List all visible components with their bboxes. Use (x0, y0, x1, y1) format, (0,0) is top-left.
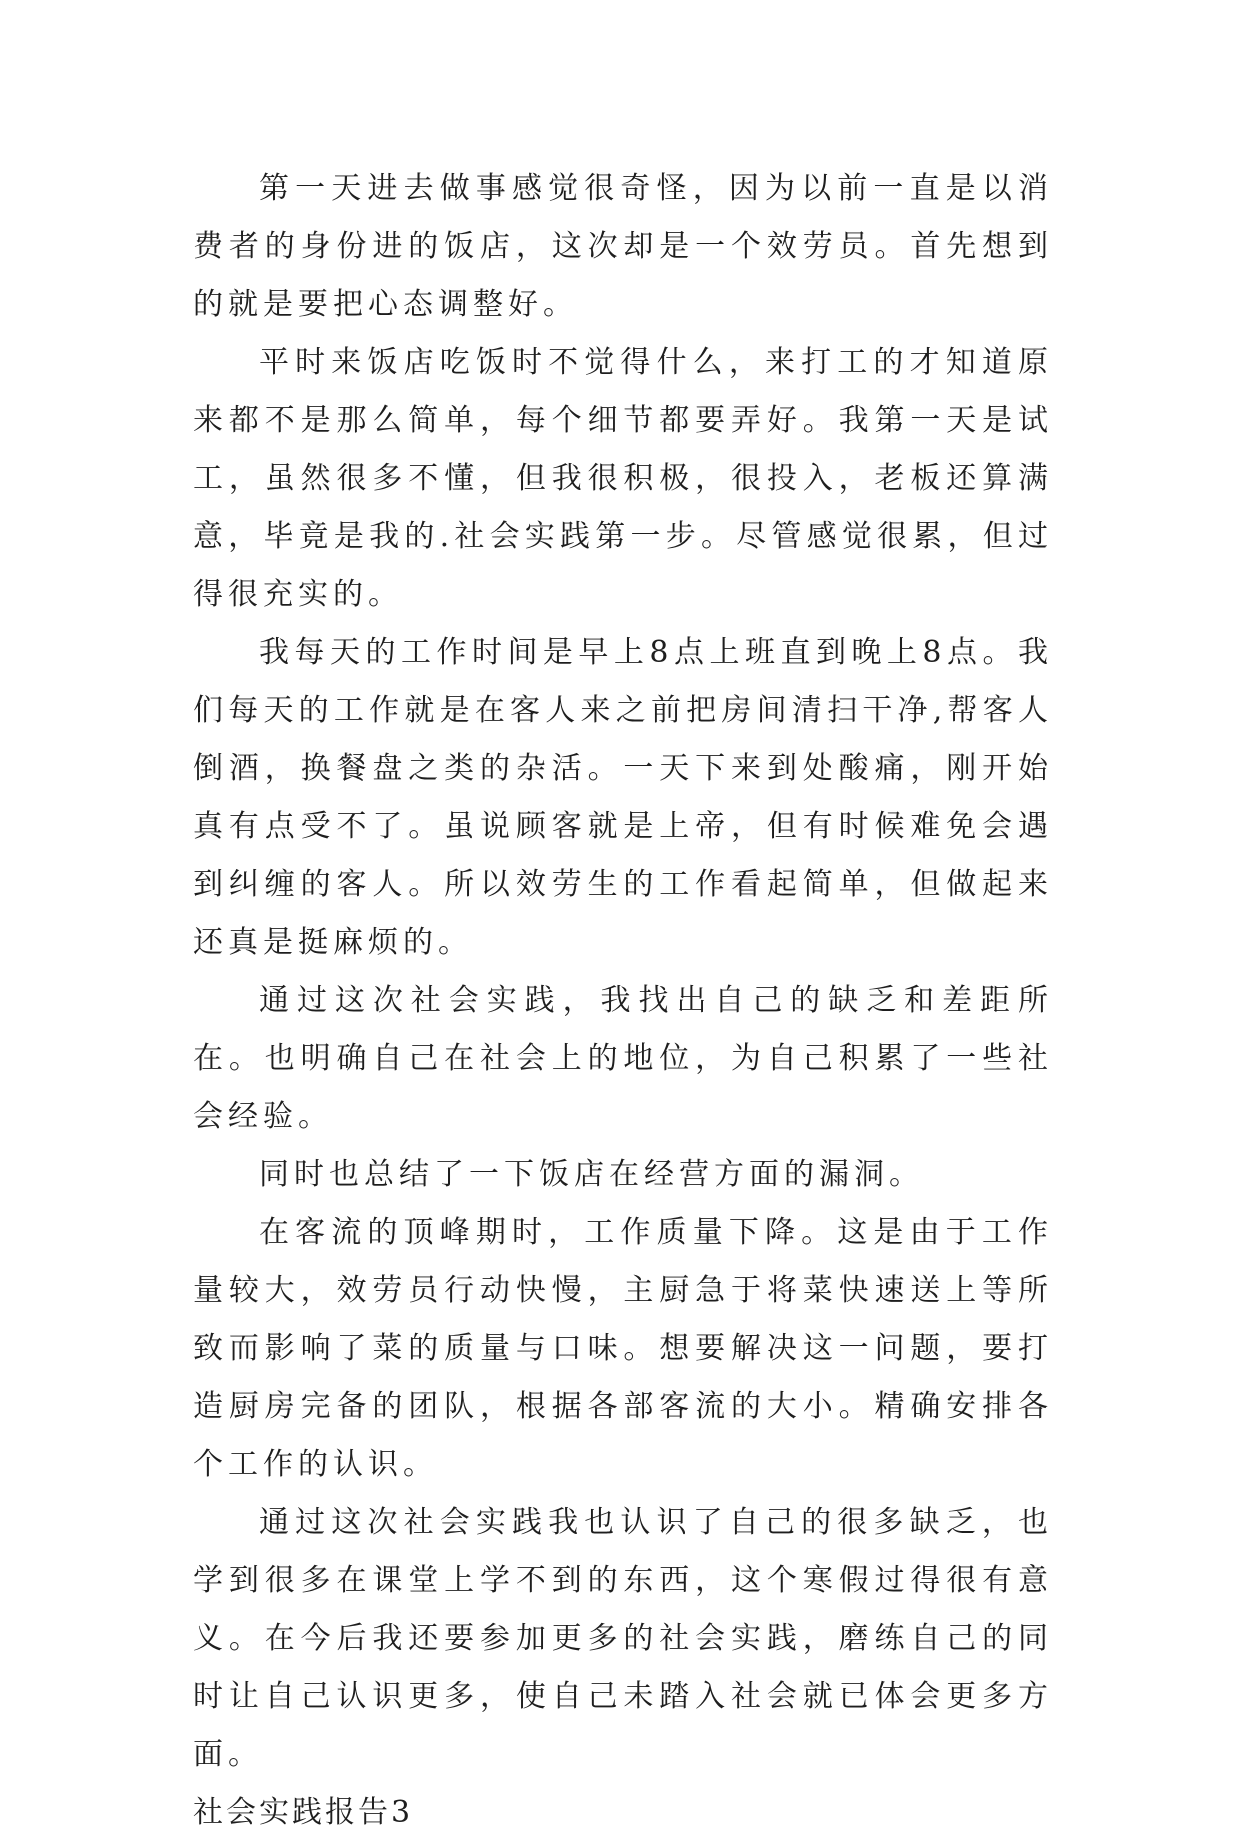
document-body (193, 160, 1053, 1842)
paragraph-3: 我每天的工作时间是早上8点上班直到晚上8点。我们每天的工作就是在客人来之前把房间清扫干净,帮客人倒酒，换餐盘之类的杂活。一天下来到处酸痛，刚开始真有点受不了。虽说顾客就是上帝，但有时候难免会遇到纠缠的客人。所以效劳生的工作看起简单，但做起来还真是挺麻烦的。 (193, 635, 1053, 960)
paragraph-7: 通过这次社会实践我也认识了自己的很多缺乏，也学到很多在课堂上学不到的东西，这个寒假过得很有意义。在今后我还要参加更多的社会实践，磨练自己的同时让自己认识更多，使自己未踏入社会就已体会更多方面。 (193, 1505, 1053, 1772)
paragraph-2: 平时来饭店吃饭时不觉得什么，来打工的才知道原来都不是那么简单，每个细节都要弄好。我第一天是试工，虽然很多不懂，但我很积极，很投入，老板还算满意，毕竟是我的.社会实践第一步。尽管感觉很累，但过得很充实的。 (193, 345, 1053, 612)
section-heading: 社会实践报告3 (193, 1795, 414, 1830)
paragraph-6: 在客流的顶峰期时，工作质量下降。这是由于工作量较大，效劳员行动快慢，主厨急于将菜快速送上等所致而影响了菜的质量与口味。想要解决这一问题，要打造厨房完备的团队，根据各部客流的大小。精确安排各个工作的认识。 (193, 1215, 1053, 1482)
paragraph-4: 通过这次社会实践，我找出自己的缺乏和差距所在。也明确自己在社会上的地位，为自己积累了一些社会经验。 (193, 983, 1053, 1134)
paragraph-1: 第一天进去做事感觉很奇怪，因为以前一直是以消费者的身份进的饭店，这次却是一个效劳员。首先想到的就是要把心态调整好。 (193, 171, 1053, 322)
paragraph-5: 同时也总结了一下饭店在经营方面的漏洞。 (259, 1157, 924, 1192)
